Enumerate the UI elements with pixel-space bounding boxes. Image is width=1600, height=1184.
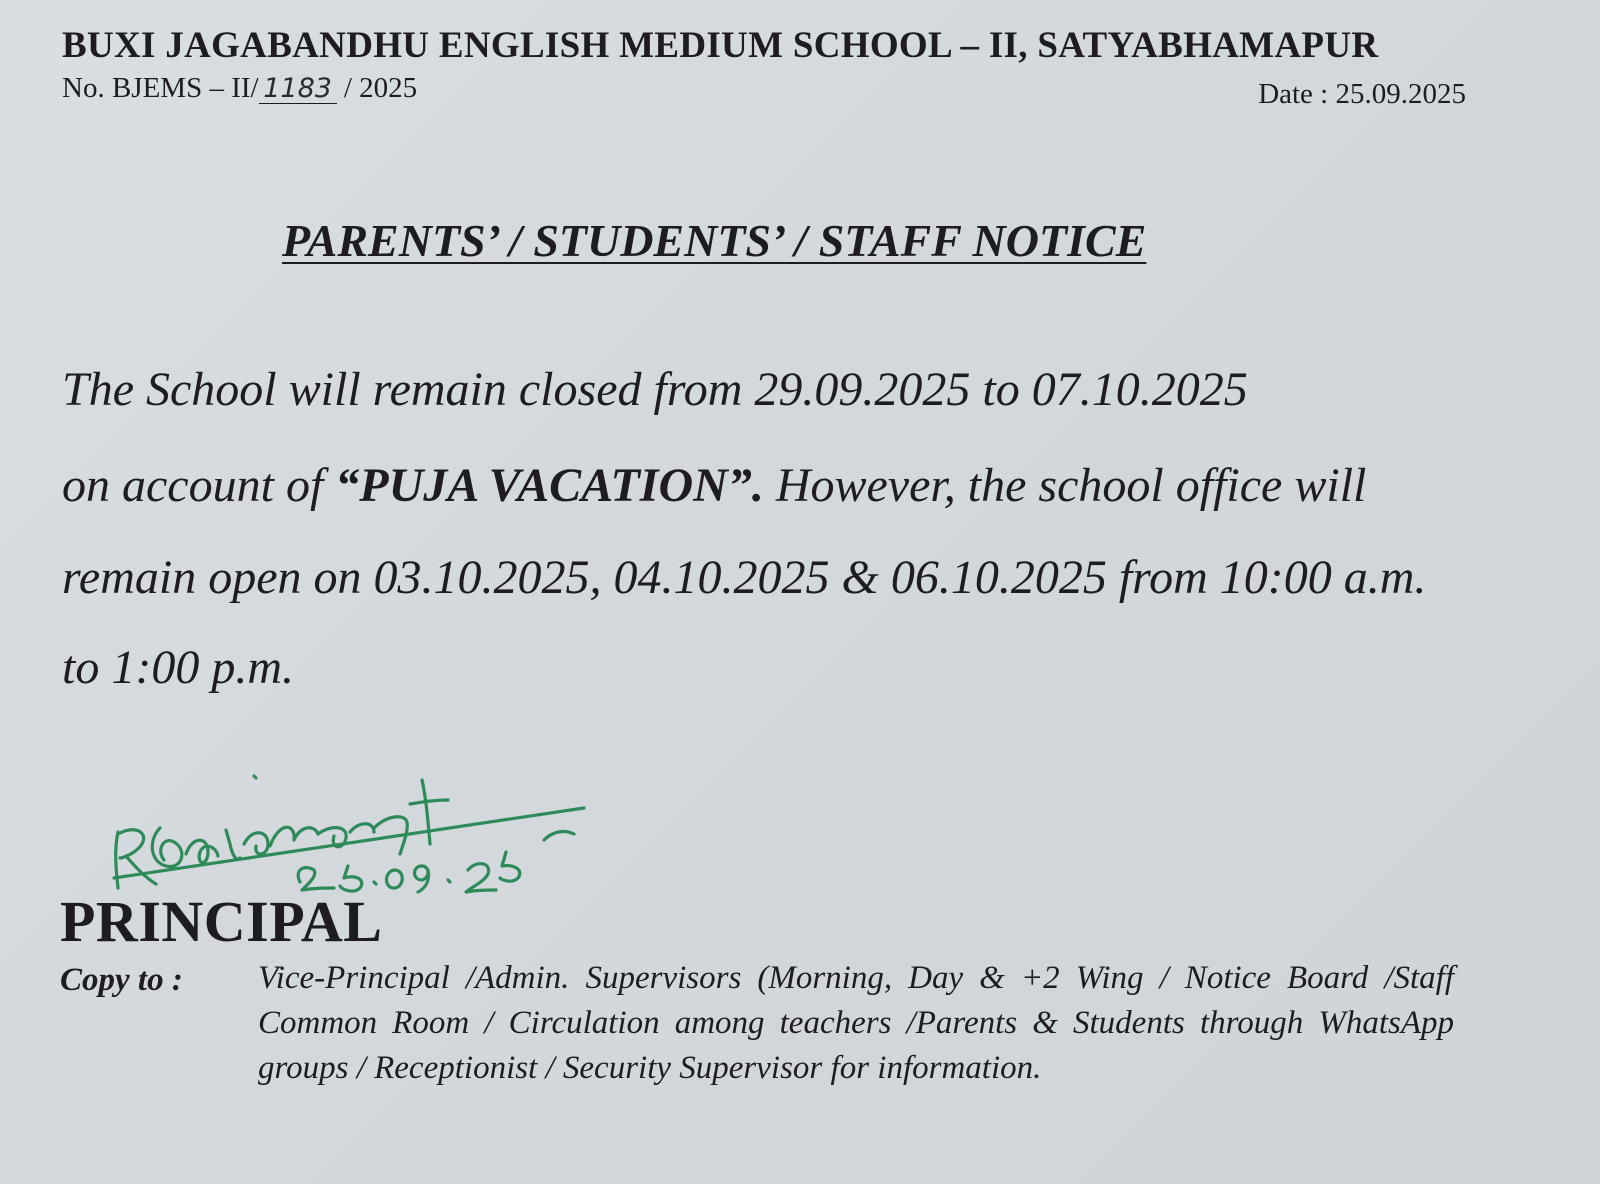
vacation-name: “PUJA VACATION”. [335, 459, 764, 512]
ref-handwritten-number: 1183 [259, 75, 337, 104]
notice-body-line-3: remain open on 03.10.2025, 04.10.2025 & 06.10.2025 from 10:00 a.m. [62, 551, 1427, 604]
reference-number [62, 72, 417, 105]
school-name: BUXI JAGABANDHU ENGLISH MEDIUM SCHOOL – II, SATYABHAMAPUR [62, 25, 1379, 66]
notice-body-line-2 [62, 458, 1366, 513]
notice-date: Date : 25.09.2025 [1258, 78, 1466, 110]
notice-title: PARENTS’ / STUDENTS’ / STAFF NOTICE [282, 215, 1147, 266]
body-line-2-end: However, the school office will [763, 459, 1367, 512]
notice-body-line-1: The School will remain closed from 29.09.2025 to 07.10.2025 [62, 363, 1248, 416]
ref-suffix: / 2025 [336, 72, 418, 104]
copy-to-label: Copy to : [60, 962, 183, 998]
copy-to-recipients: Vice-Principal /Admin. Supervisors (Morning, Day & +2 Wing / Notice Board /Staff Common Room / Circulation among teachers /Parents & Students through WhatsApp groups / Receptionist / Security Supervisor for information. [258, 960, 1454, 1086]
ref-prefix: No. BJEMS – II/ [62, 72, 259, 104]
signatory-title: PRINCIPAL [60, 889, 383, 954]
notice-body-line-4: to 1:00 p.m. [62, 641, 294, 694]
body-line-2-start: on account of [62, 459, 336, 512]
